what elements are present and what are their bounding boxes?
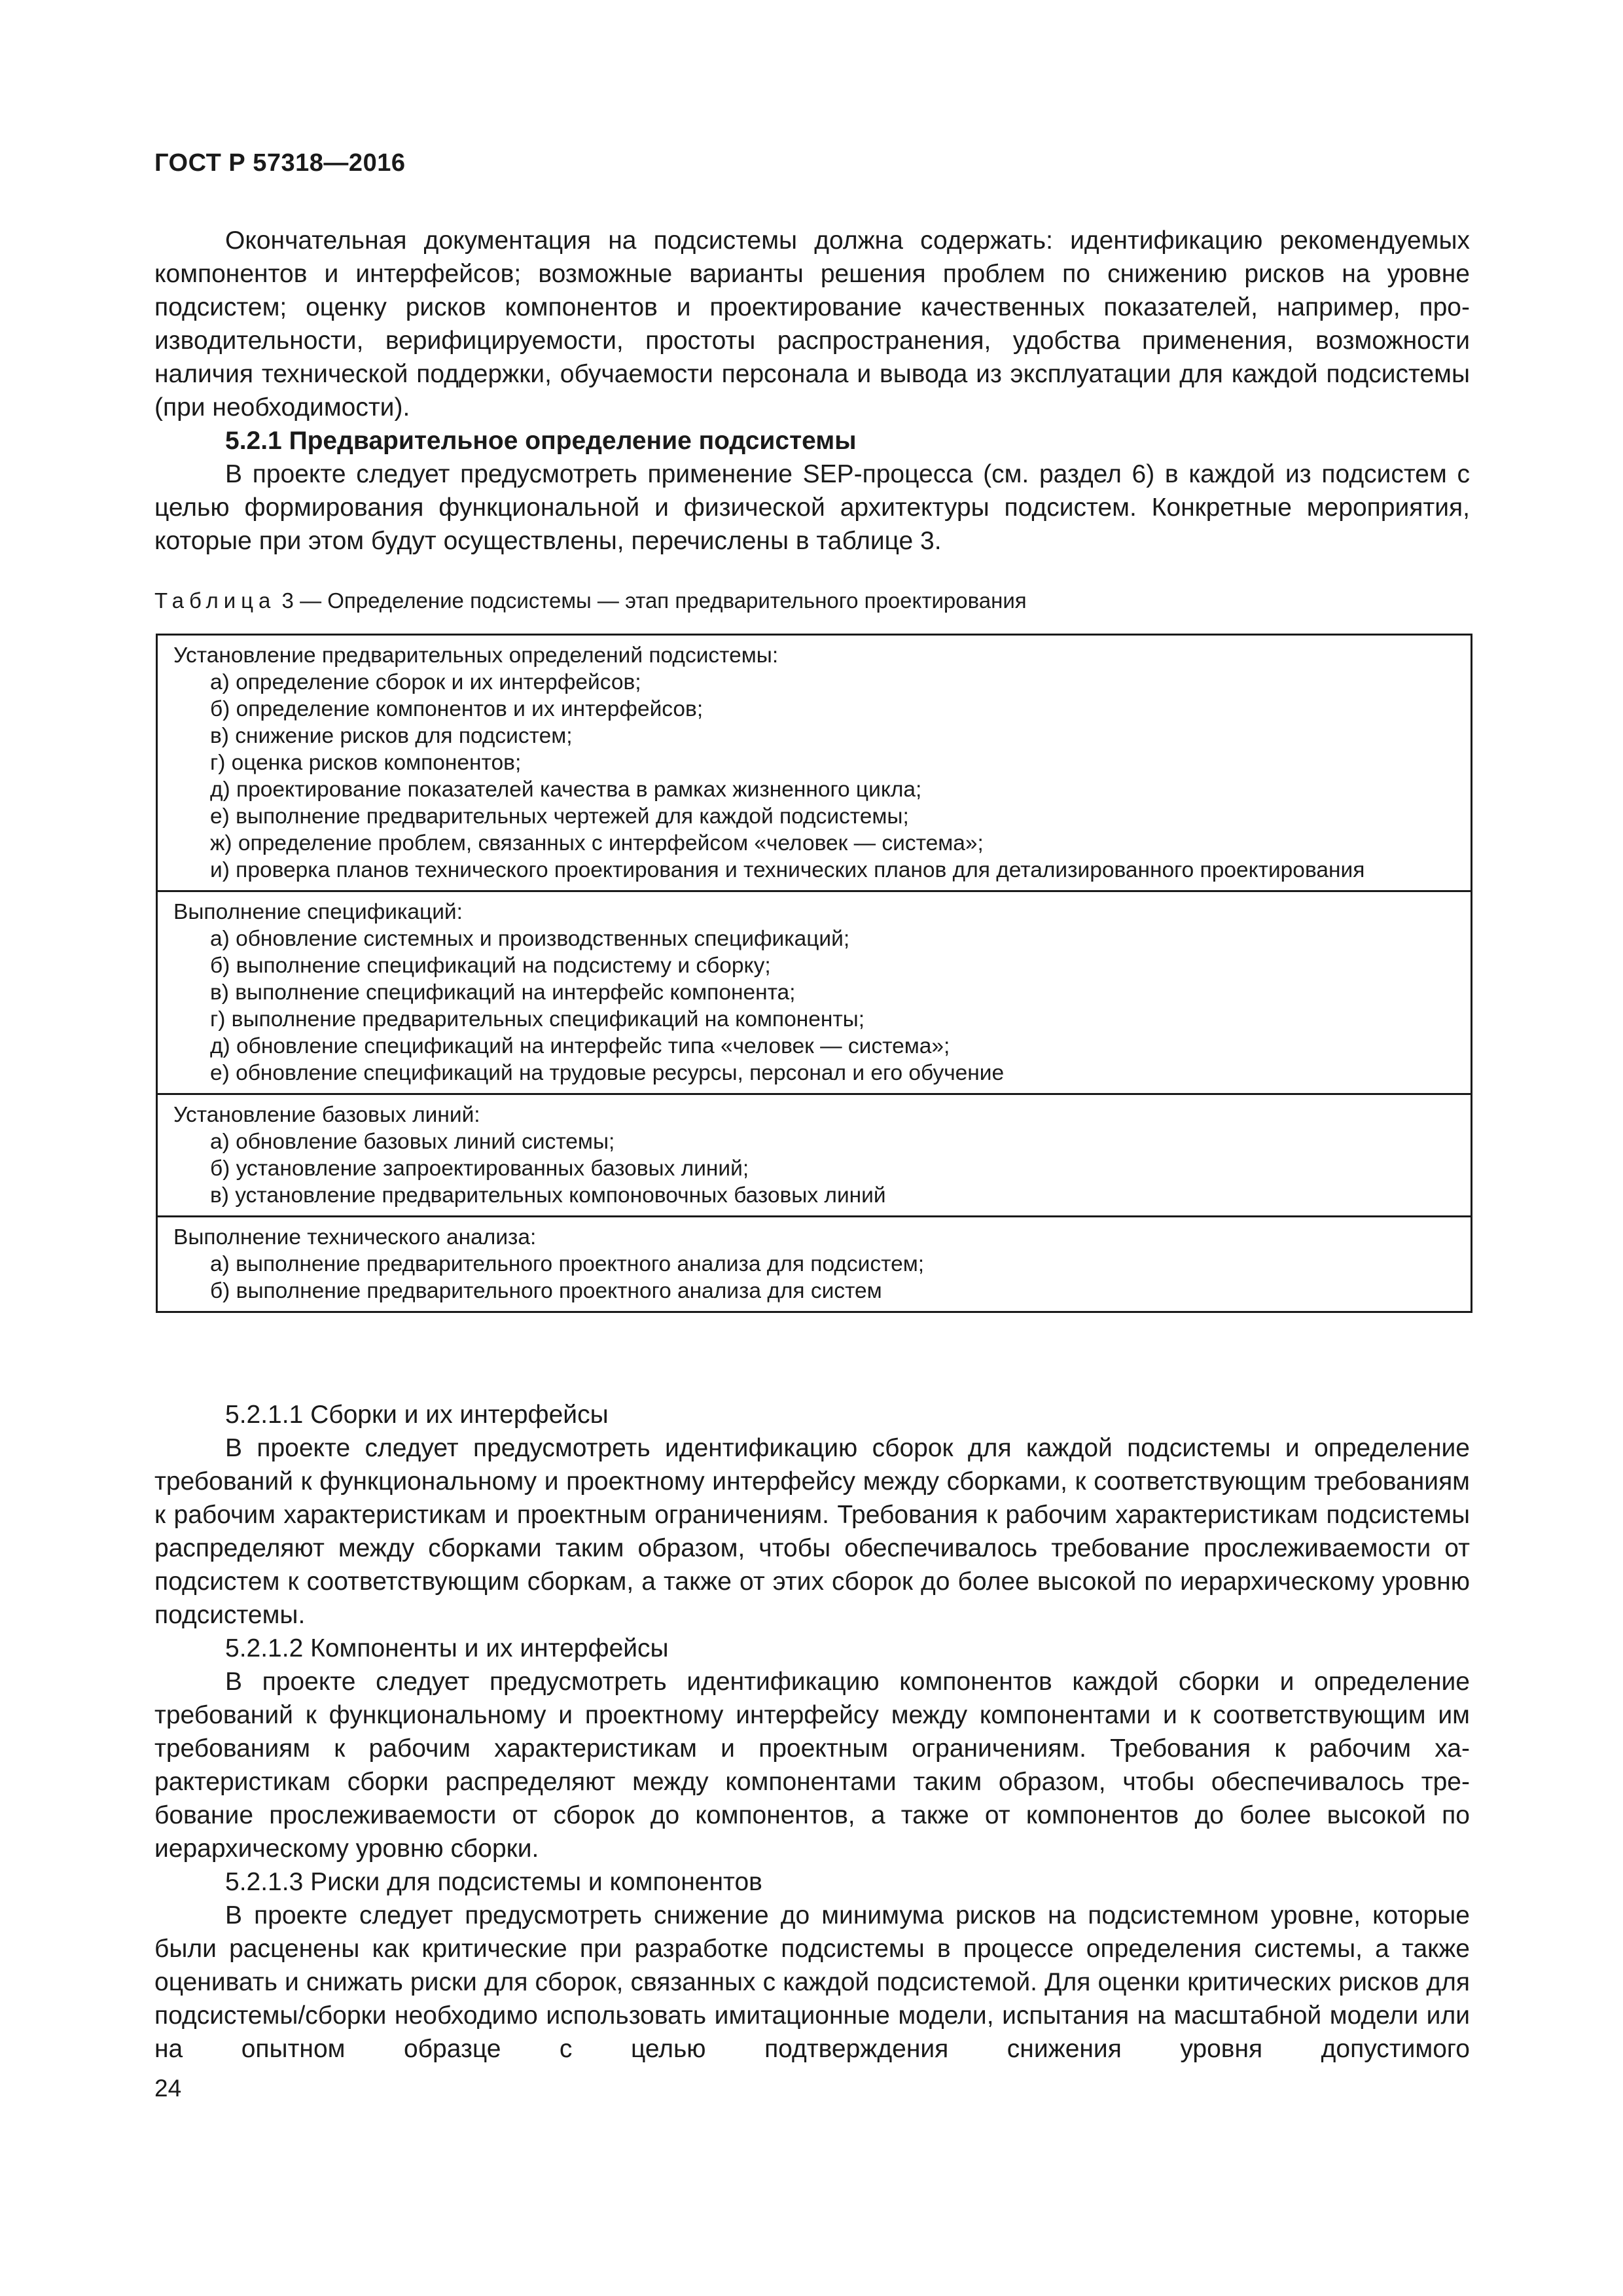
lower-text-block [154, 1398, 1470, 2066]
table-item: д) обновление спецификаций на интерфейс типа «человек — система»; [210, 1034, 950, 1058]
table-caption [154, 588, 1027, 614]
table-item: и) проверка планов технического проектирования и технических планов для детализированного проектирования [210, 858, 1365, 882]
table-item: б) определение компонентов и их интерфейсов; [210, 697, 704, 721]
table-item: в) снижение рисков для подсистем; [210, 724, 573, 748]
upper-text-block [154, 224, 1470, 558]
table-item: б) выполнение предварительного проектного анализа для систем [210, 1279, 882, 1303]
table-item: а) обновление системных и производственных спецификаций; [210, 927, 850, 951]
table-item: а) выполнение предварительного проектного анализа для подсистем; [210, 1252, 925, 1276]
page-number: 24 [154, 2075, 182, 2102]
table-item: в) установление предварительных компоновочных базовых линий [210, 1183, 886, 1208]
table-item: б) выполнение спецификаций на подсистему и сборку; [210, 954, 771, 978]
table-item: а) обновление базовых линий системы; [210, 1130, 615, 1154]
standard-header: ГОСТ Р 57318—2016 [154, 149, 406, 177]
section-5-2-1-1-heading: 5.2.1.1 Сборки и их интерфейсы [225, 1401, 609, 1429]
table-caption-text: 3 — Определение подсистемы — этап предварительного проектирования [276, 588, 1027, 613]
intro-paragraph: Окончательная документация на подсистемы должна содержать: идентификацию рекомендуемых компонентов и интерфейсов; возможные варианты решения проблем по снижению рисков на уровне подсистем; оценку рисков компонентов и проектирование качественных показателей, например, производительности, верифицируемости, простоты распространения, удобства применения, возможности наличия технической поддержки, обучаемости персонала и вывода из эксплуатации для каждой подсистемы (при необходимости). [154, 226, 1470, 422]
section-5-2-1-3-paragraph: В проекте следует предусмотреть снижение до минимума рисков на подсистемном уровне, которые были расценены как критические при разработке подсистемы в процессе определения системы, а также оценивать и снижать риски для сборок, связанных с каждой подсистемой. Для оценки критических рисков для подсистемы/сборки необходимо использовать имитационные модели, испытания на масштабной модели или на опытном образце с целью подтверждения снижения уровня допустимого [154, 1901, 1470, 2063]
table-item: г) оценка рисков компонентов; [210, 751, 522, 775]
table-section [158, 1095, 1471, 1217]
section-5-2-1-1-paragraph: В проекте следует предусмотреть идентификацию сборок для каждой подсистемы и определение требований к функциональному и проектному интерфейсу между сборками, к соответствующим требованиям к рабочим характеристикам и проектным ограничениям. Требования к рабочим характеристикам подсистемы распределяют между сборками таким образом, чтобы обеспечивалось требование прослеживаемости от подсистем к соответствующим сборкам, а также от этих сборок до более высокой по иерархическому уровню подсистемы. [154, 1434, 1470, 1629]
table-item: е) обновление спецификаций на трудовые ресурсы, персонал и его обучение [210, 1061, 1005, 1085]
section-5-2-1-heading: 5.2.1 Предварительное определение подсистемы [225, 427, 857, 455]
table-item: ж) определение проблем, связанных с интерфейсом «человек — система»; [210, 831, 984, 855]
table-item: в) выполнение спецификаций на интерфейс компонента; [210, 980, 796, 1005]
table-item: а) определение сборок и их интерфейсов; [210, 670, 641, 694]
table-item: е) выполнение предварительных чертежей для каждой подсистемы; [210, 804, 909, 829]
table-section-title: Выполнение технического анализа: [173, 1225, 537, 1249]
table-3 [156, 634, 1472, 1313]
section-5-2-1-2-heading: 5.2.1.2 Компоненты и их интерфейсы [225, 1634, 669, 1662]
table-item: б) установление запроектированных базовых линий; [210, 1157, 749, 1181]
table-section-title: Выполнение спецификаций: [173, 900, 463, 924]
table-section [158, 1217, 1471, 1311]
table-caption-label: Таблица [154, 588, 276, 613]
section-5-2-1-paragraph: В проекте следует предусмотреть применение SEP-процесса (см. раздел 6) в каждой из подсистем с целью формирования функциональной и физической архитектуры подсистем. Конкретные мероприятия, которые при этом будут осуществлены, перечислены в таблице 3. [154, 460, 1470, 555]
table-item: г) выполнение предварительных спецификаций на компоненты; [210, 1007, 865, 1031]
table-section [158, 892, 1471, 1095]
table-section-title: Установление базовых линий: [173, 1103, 480, 1127]
section-5-2-1-2-paragraph: В проекте следует предусмотреть идентификацию компонентов каждой сборки и определение требований к функциональному и проектному интерфейсу между компонентами и к соответствующим им требованиям к рабочим характеристикам и проектным ограничениям. Требования к рабочим характеристикам сборки распределяют между компонентами таким образом, чтобы обеспечивалось требование прослеживаемости от сборок до компонентов, а также от компонентов до более высокой по иерархическому уровню сборки. [154, 1668, 1470, 1863]
table-item: д) проектирование показателей качества в рамках жизненного цикла; [210, 778, 922, 802]
table-section [158, 636, 1471, 892]
table-section-title: Установление предварительных определений подсистемы: [173, 643, 779, 668]
section-5-2-1-3-heading: 5.2.1.3 Риски для подсистемы и компонентов [225, 1868, 762, 1896]
